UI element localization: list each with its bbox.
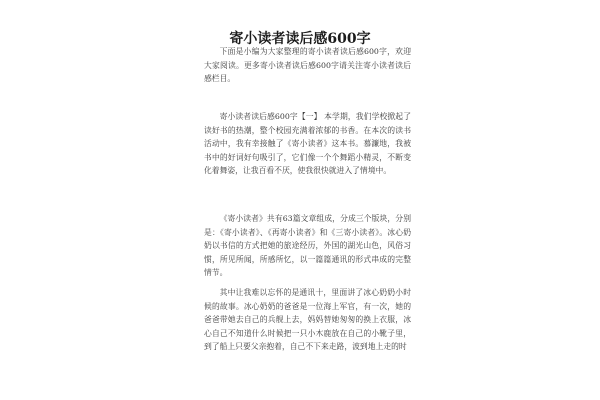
intro-paragraph: 下面是小编为大家整理的寄小读者读后感600字，欢迎大家阅读。更多寄小读者读后感600字请关注寄小读者读后感栏目。 — [204, 47, 411, 84]
document-page — [183, 0, 417, 400]
page-title: 寄小读者读后感600字 — [229, 31, 371, 47]
body-paragraph-1: 寄小读者读后感600字【一】 本学期，我们学校掀起了读好书的热潮，整个校园充满着浓郁的书香。在本次的读书活动中，我有幸接触了《寄小读者》这本书。慕濂地，我被书中的好词好句吸引了，它们像一个个舞蹈小精灵，不断变化着舞姿，让我百看不厌，使我很快就进入了情境中。 — [204, 112, 411, 176]
body-paragraph-3: 其中让我难以忘怀的是通讯十，里面讲了冰心奶奶小时候的故事。冰心奶奶的爸爸是一位海上军官，有一次，她的爸爸带她去自己的兵舰上去，妈妈替她匆匆的换上衣服，冰心自己不知道什么时候把一只小木鹿放在自己的小靴子里，到了船上只要父亲抱着，自己不下来走路，波到地上走的时 — [204, 288, 411, 352]
body-paragraph-2: 《寄小读者》共有63篇文章组成，分成三个版块，分别是：《寄小读者》、《再寄小读者》和《三寄小读者》。冰心奶奶以书信的方式把她的旅途经历，外国的湖光山色，风俗习惯，所见所闻，所感所忆，以一篇篇通讯的形式串成的完整情节。 — [204, 214, 411, 278]
